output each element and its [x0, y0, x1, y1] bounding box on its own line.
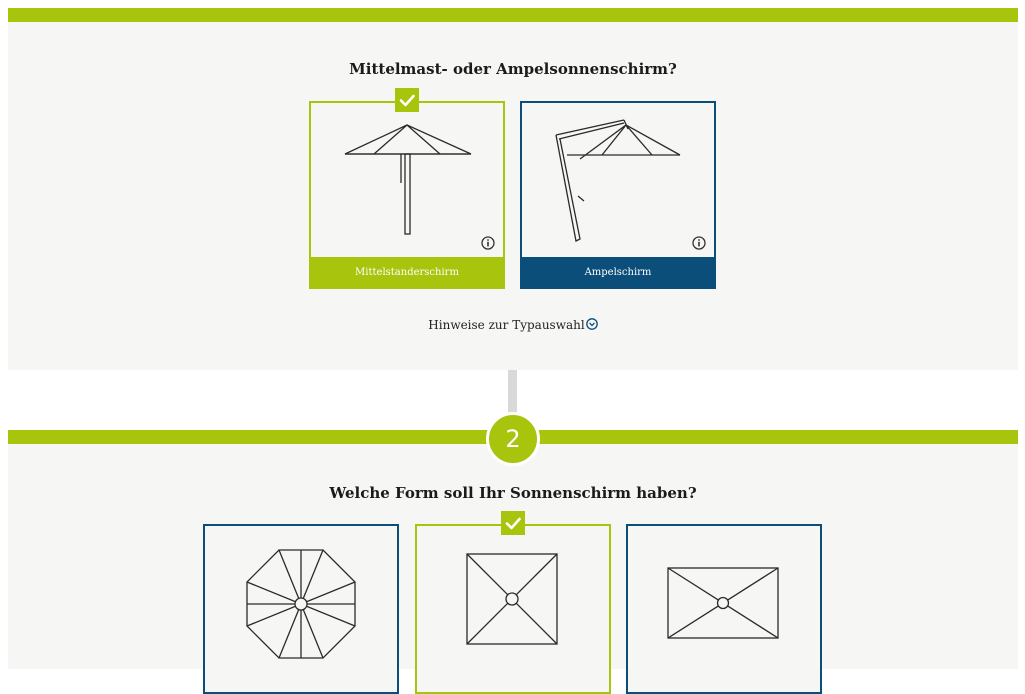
option-label: Mittelstanderschirm [309, 257, 505, 289]
section-title: Welche Form soll Ihr Sonnenschirm haben? [329, 484, 697, 502]
cantilever-umbrella-illustration [522, 103, 714, 255]
rectangle-shape-illustration [628, 526, 820, 676]
square-shape-illustration [417, 526, 609, 676]
chevron-down-circle-icon [586, 318, 598, 330]
umbrella-type-section [8, 8, 1018, 370]
step-connector [508, 370, 517, 414]
section-title: Mittelmast- oder Ampelsonnenschirm? [349, 60, 677, 78]
info-icon[interactable] [481, 235, 495, 249]
octagon-shape-illustration [205, 526, 397, 676]
center-pole-umbrella-illustration [311, 103, 503, 255]
type-selection-hint-link[interactable] [8, 318, 1018, 332]
step-number-badge: 2 [486, 412, 540, 466]
option-center-pole-umbrella[interactable] [309, 101, 505, 289]
info-icon[interactable] [692, 235, 706, 249]
option-cantilever-umbrella[interactable] [520, 101, 716, 289]
option-label: Ampelschirm [520, 257, 716, 289]
hint-text: Hinweise zur Typauswahl [428, 318, 585, 332]
